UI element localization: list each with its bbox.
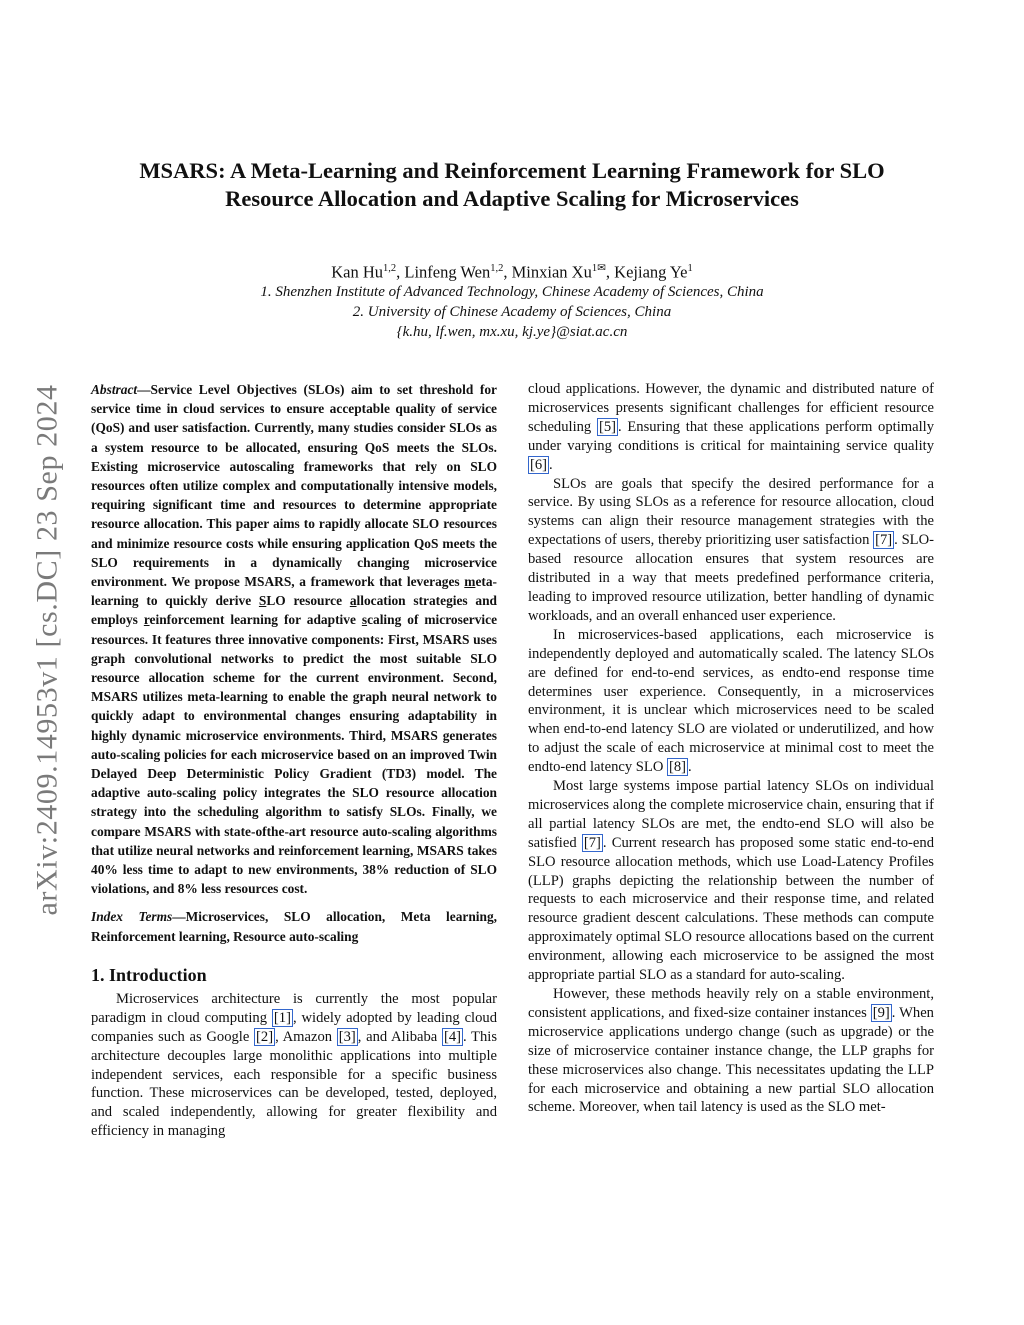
citation-link[interactable]: [2] [256,1028,274,1045]
author-3-affil: 1✉ [591,263,606,274]
citation-link[interactable]: [7] [875,532,893,549]
intro-paragraph-1: Microservices architecture is currently the most popular paradigm in cloud computing [1] , widely adopted by leading cloud companies such as Google [2] , Amazon [3] , and Alibaba [4] . This architecture decouples large monolithic applications into multiple independent services, each responsible for a specific business function. These microservices can be developed, tested, deployed, and scaled independently, allowing for greater flexibility and efficiency in managing [91,990,498,1140]
title-line-1: MSARS: A Meta-Learning and Reinforcement Learning Framework for SLO [139,158,885,183]
author-list: Kan Hu$^{1,2}$, Linfeng Wen$^{1,2}$, Minxian $Xu^{1✉}$, Kejiang Ye$^1$ [331,262,693,282]
body-paragraph-microservices: In microservices-based applications, each microservice is independently deployed and automatically scaled. The latency SLOs are defined for end-to-end services, as endto-end response time determines user experience. Consequently, in a microservices environment, it is unclear which microservices need to be scaled when end-to-end latency SLO are violated or underutilized, and how to adjust the scale of each microservice at minimal cost to meet the endto-end latency SLO [8] . [528,626,934,776]
index-terms-label: Index Terms [91,909,173,925]
right-column [528,380,934,1117]
author-emails: {k.hu, lf.wen, mx.xu, kj.ye}@siat.ac.cn [396,324,628,340]
citation-link[interactable]: [8] [669,759,687,776]
paper-title [90,157,934,213]
citation-link[interactable]: [3] [338,1028,356,1045]
author-2-affil: 1,2 [490,263,504,274]
author-1-affil: 1,2 [383,263,397,274]
body-paragraph-partial-slo: Most large systems impose partial latency SLOs on individual microservices along the complete microservice chain, ensuring that if all partial latency SLOs are met, the endto-end SLO will also be satisfied [7] . Current research has proposed some static end-to-end SLO resource allocation methods, which use Load-Latency Profiles (LLP) graphs depicting the relationship between the number of requests to each microservice and their response time, and related resource gradient descent calculations. These methods can compute approximately optimal SLO resource allocations based on the current environment, allowing each microservice to be assigned the most appropriate partial SLO as a standard for auto-scaling. [528,778,934,984]
author-3: Minxian Xu [511,262,592,282]
abstract: Abstract—Service Level Objectives (SLOs) aim to set threshold for service time in cloud services to ensure acceptable quality of service (QoS) and user satisfaction. Currently, many studies consider SLOs as a system resource to be allocated, ensuring QoS meets the SLOs. Existing microservice autoscaling frameworks that rely on SLO resources often utilize complex and computationally intensive models, requiring significant time and resources to determine appropriate resource allocation. This paper aims to rapidly allocate SLO resources and minimize resource costs while ensuring application QoS meets the SLO requirements in a dynamically changing microservice environment. We propose MSARS, a framework that leverages meta-learning to quickly derive SLO resource allocation strategies and employs reinforcement learning for adaptive scaling of microservice resources. It features three innovative components: First, MSARS uses graph convolutional networks to predict the most suitable SLO resource allocation scheme for the current environment. Second, MSARS utilizes meta-learning to enable the graph neural network to quickly adapt to environmental changes ensuring adaptability in highly dynamic microservice environments. Third, MSARS generates auto-scaling policies for each microservice based on an improved Twin Delayed Deep Deterministic Policy Gradient (TD3) model. The adaptive auto-scaling policy integrates the SLO resource allocation strategy into the scheduling algorithm to satisfy SLOs. Finally, we compare MSARS with state-ofthe-art resource auto-scaling algorithms that utilize neural networks and reinforcement learning, MSARS takes 40% less time to adapt to new environments, 38% reduction of SLO violations, and 8% less resources cost. [91,382,498,897]
affiliation-2: 2. University of Chinese Academy of Sciences, China [352,304,672,320]
arxiv-stamp [28,355,68,945]
author-4-affil: 1 [687,263,693,274]
affiliation-1: 1. Shenzhen Institute of Advanced Technology, Chinese Academy of Sciences, China [260,284,764,300]
body-paragraph-slo-goals: SLOs are goals that specify the desired performance for a service. By using SLOs as a reference for resource allocation, cloud systems can align their resource management strategies with the expectations of users, thereby prioritizing user satisfaction [7] . SLO-based resource allocation ensures that system resources are distributed in a way that meets predefined performance criteria, leading to improved resource utilization, better handling of dynamic workloads, and an overall enhanced user experience. [528,475,934,624]
citation-link[interactable]: [6] [530,456,548,473]
abstract-label: Abstract [91,382,138,397]
author-2: Linfeng Wen [404,262,491,282]
title-line-2: Resource Allocation and Adaptive Scaling for Microservices [225,186,799,211]
arxiv-stamp-text[interactable]: arXiv:2409.14953v1 [cs.DC] 23 Sep 2024 [31,384,64,916]
citation-link[interactable]: [5] [598,418,616,435]
citation-link[interactable]: [1] [273,1009,291,1026]
citation-link[interactable]: [4] [443,1028,461,1045]
author-4: Kejiang Ye [614,262,688,282]
body-paragraph-continued: cloud applications. However, the dynamic and distributed nature of microservices presents significant challenges for efficient resource scheduling [5] . Ensuring that these applications perform optimally under varying conditions is critical for maintaining service quality [6] . [528,381,934,473]
author-1: Kan Hu [331,262,383,282]
section-heading-introduction: 1. Introduction [91,964,207,985]
left-column [91,380,497,1141]
body-paragraph-limitations: However, these methods heavily rely on a stable environment, consistent applications, and fixed-size container instances [9] . When microservice applications undergo change (such as upgrade) or the size of microservice container instance change, the LLP graphs for these microservices also change. This necessitates updating the LLP for each microservice and obtaining a new partial SLO allocation scheme. Moreover, when tail latency is used as the SLO met- [528,986,934,1116]
index-terms: Index Terms—Microservices, SLO allocation, Meta learning, Reinforcement learning, Resource auto-scaling [91,909,497,944]
citation-link[interactable]: [9] [872,1004,890,1021]
citation-link[interactable]: [7] [583,834,601,851]
